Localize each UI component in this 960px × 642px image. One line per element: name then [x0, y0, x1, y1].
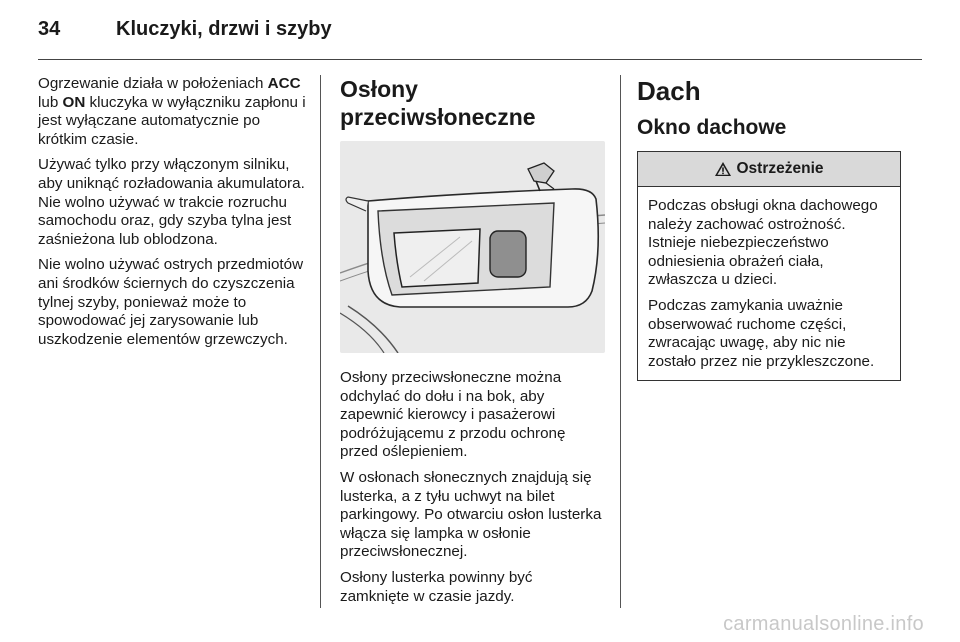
header-divider — [38, 59, 922, 60]
sun-visor-drawing — [340, 141, 605, 353]
sun-visors-paragraph-1: Osłony przeciwsłoneczne można odchylać do dołu i na bok, aby zapewnić kierowcy i pasażerowi podróżującemu z przodu ochronę przed oślepieniem. — [340, 369, 566, 461]
warning-paragraph-2: Podczas zamykania uważnie obserwować ruchome części, zwracając uwagę, aby nic nie zostało przez nie przykleszczone. — [648, 296, 875, 370]
roof-heading: Dach — [637, 76, 701, 106]
column-middle — [340, 75, 605, 613]
chapter-title: Kluczyki, drzwi i szyby — [116, 18, 332, 40]
warning-header — [638, 152, 900, 187]
page-header — [38, 18, 332, 48]
column-left — [38, 75, 306, 356]
warning-title: Ostrzeżenie — [736, 160, 824, 177]
sun-visor-illustration — [340, 141, 605, 353]
sun-visors-paragraph-2: W osłonach słonecznych znajdują się lusterka, a z tyłu uchwyt na bilet parkingowy. Po otwarciu osłon lusterka włącza się lampka w osłonie przeciwsłonecznej. — [340, 468, 602, 561]
heating-paragraph: Ogrzewanie działa w położeniach ACC lub ON kluczyka w wyłączniku zapłonu i jest wyłączane automatycznie po krótkim czasie. — [38, 75, 306, 148]
engine-paragraph: Używać tylko przy włączonym silniku, aby uniknąć rozładowania akumulatora. Nie wolno używać w trakcie rozruchu samochodu oraz, gdy szyba tylna jest zaśnieżona lub oblodzona. — [38, 156, 305, 248]
warning-triangle-icon — [714, 161, 732, 177]
sun-visors-heading: Osłony przeciwsłoneczne — [340, 76, 536, 130]
sunroof-heading: Okno dachowe — [637, 116, 787, 139]
on-label: ON — [62, 93, 86, 111]
watermark: carmanualsonline.info — [723, 613, 924, 635]
column-right — [637, 75, 901, 381]
cleaning-paragraph: Nie wolno używać ostrych przedmiotów ani środków ściernych do czyszczenia tylnej szyby, ponieważ może to spowodować jej zarysowanie lub uszkodzenie elementów grzewczych. — [38, 256, 304, 348]
column-divider-1 — [320, 75, 321, 608]
column-divider-2 — [620, 75, 621, 608]
warning-paragraph-1: Podczas obsługi okna dachowego należy zachować ostrożność. Istnieje niebezpieczeństwo odniesienia obrażeń ciała, zwłaszcza u dzieci. — [648, 197, 878, 289]
warning-body — [638, 187, 900, 380]
warning-box — [637, 151, 901, 381]
page-number: 34 — [38, 18, 61, 40]
acc-label: ACC — [267, 75, 301, 92]
sun-visors-paragraph-3: Osłony lusterka powinny być zamknięte w czasie jazdy. — [340, 568, 533, 605]
